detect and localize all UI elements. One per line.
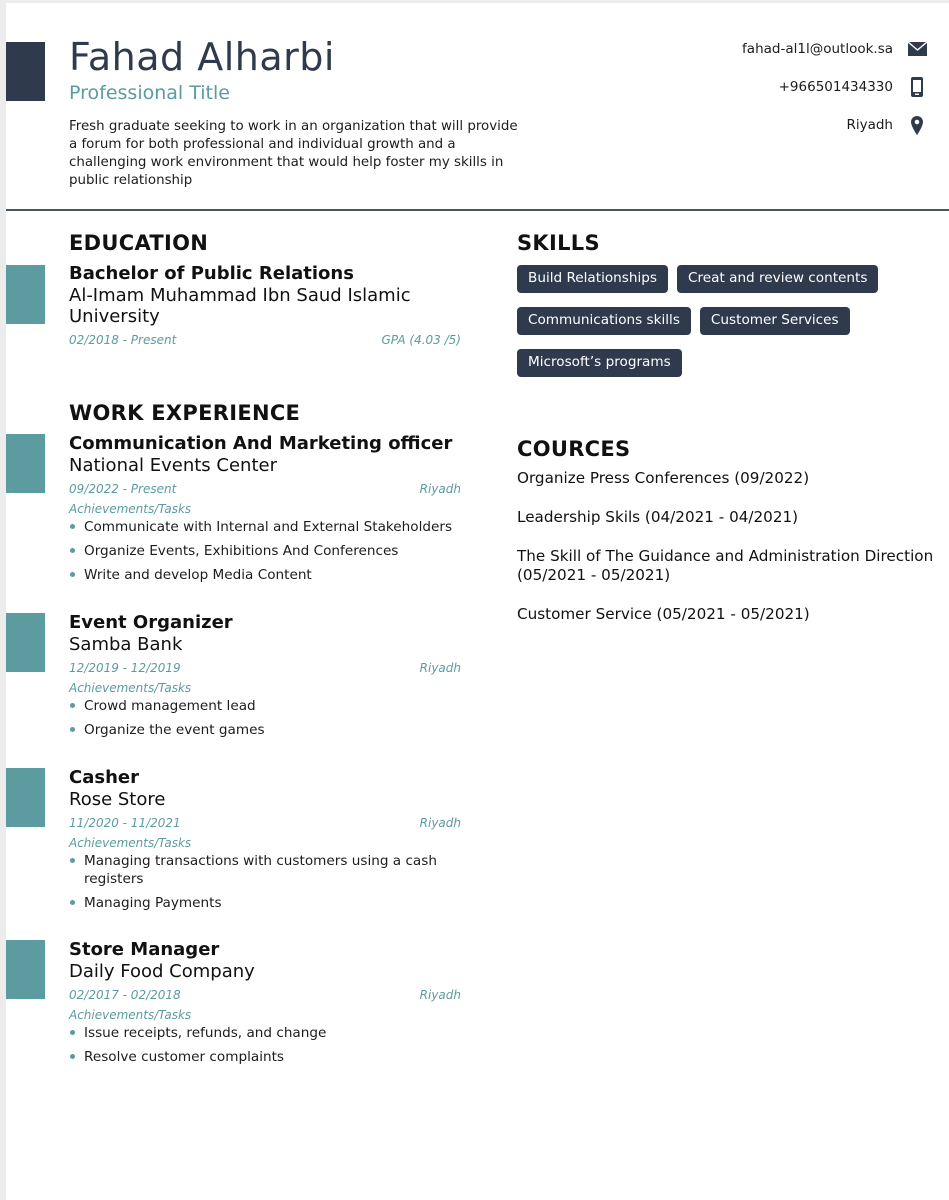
education-gpa: GPA (4.03 /5): [381, 333, 461, 347]
task-text: Issue receipts, refunds, and change: [84, 1025, 327, 1041]
job-meta: [69, 481, 461, 497]
header-accent-bar: [6, 42, 45, 101]
work-accent-bar: [6, 940, 45, 999]
task-text: Write and develop Media Content: [84, 567, 312, 583]
work-entry: [69, 767, 461, 918]
location-text: Riyadh: [846, 117, 893, 133]
course-item: The Skill of The Guidance and Administration Direction (05/2021 - 05/2021): [517, 547, 934, 584]
achievements-label: Achievements/Tasks: [69, 681, 192, 695]
job-dates: 02/2017 - 02/2018: [69, 988, 181, 1002]
work-entry: [69, 612, 461, 745]
job-meta: [69, 660, 461, 676]
bullet-dot: [70, 1054, 75, 1059]
education-entry: [69, 263, 461, 348]
job-role: Communication And Marketing officer: [69, 433, 453, 454]
school: Al-Imam Muhammad Ibn Saud Islamic University: [69, 285, 411, 327]
candidate-name: Fahad Alharbi: [69, 35, 335, 79]
mobile-phone-icon: [907, 77, 927, 97]
task-item: [69, 721, 461, 739]
job-dates: 11/2020 - 11/2021: [69, 816, 181, 830]
skill-tag: Creat and review contents: [677, 265, 878, 293]
job-location: Riyadh: [419, 816, 461, 830]
task-text: Communicate with Internal and External Stakeholders: [84, 519, 453, 535]
skill-tag: Customer Services: [700, 307, 850, 335]
job-meta: [69, 815, 461, 831]
task-item: [69, 894, 461, 912]
job-location: Riyadh: [419, 988, 461, 1002]
work-accent-bar: [6, 768, 45, 827]
task-item: [69, 1024, 461, 1042]
education-meta: [69, 332, 461, 348]
education-accent-bar: [6, 265, 45, 324]
task-text: Crowd management lead: [84, 698, 256, 714]
envelope-icon: [907, 39, 927, 59]
skills-row: [517, 265, 937, 293]
job-company: Daily Food Company: [69, 961, 255, 982]
task-item: [69, 1048, 461, 1066]
task-list: [69, 1024, 461, 1066]
course-item: Organize Press Conferences (09/2022): [517, 469, 810, 487]
task-item: [69, 566, 461, 584]
achievements-label: Achievements/Tasks: [69, 1008, 192, 1022]
job-company: National Events Center: [69, 455, 277, 476]
job-meta: [69, 987, 461, 1003]
contact-location: [846, 115, 927, 135]
skills-heading: SKILLS: [517, 231, 600, 255]
task-text: Managing Payments: [84, 895, 222, 911]
work-accent-bar: [6, 613, 45, 672]
skill-tag: Build Relationships: [517, 265, 668, 293]
task-text: Managing transactions with customers using a cash registers: [84, 853, 437, 887]
skill-tag: Communications skills: [517, 307, 691, 335]
bullet-dot: [70, 858, 75, 863]
work-entry: [69, 433, 461, 590]
task-item: [69, 697, 461, 715]
skills-row: [517, 307, 937, 335]
achievements-label: Achievements/Tasks: [69, 836, 192, 850]
job-location: Riyadh: [419, 661, 461, 675]
phone-text: +966501434330: [778, 79, 893, 95]
task-text: Resolve customer complaints: [84, 1049, 285, 1065]
email-text: fahad-al1l@outlook.sa: [742, 41, 893, 57]
job-company: Samba Bank: [69, 634, 183, 655]
job-role: Casher: [69, 767, 139, 788]
degree: Bachelor of Public Relations: [69, 263, 354, 284]
work-accent-bar: [6, 434, 45, 493]
job-location: Riyadh: [419, 482, 461, 496]
task-item: [69, 852, 461, 888]
job-role: Store Manager: [69, 939, 220, 960]
bullet-dot: [70, 727, 75, 732]
skill-tag: Microsoft’s programs: [517, 349, 682, 377]
courses-heading: COURCES: [517, 437, 631, 461]
job-dates: 09/2022 - Present: [69, 482, 177, 496]
skills-list: [517, 265, 937, 391]
task-list: [69, 518, 461, 584]
contact-email: [742, 39, 927, 59]
skills-row: [517, 349, 937, 377]
contact-phone: [779, 77, 927, 97]
achievements-label: Achievements/Tasks: [69, 502, 192, 516]
bullet-dot: [70, 524, 75, 529]
bullet-dot: [70, 703, 75, 708]
task-list: [69, 697, 461, 739]
education-dates: 02/2018 - Present: [69, 333, 177, 347]
job-role: Event Organizer: [69, 612, 233, 633]
resume-page: [6, 3, 949, 1200]
task-item: [69, 542, 461, 560]
course-item: Leadership Skils (04/2021 - 04/2021): [517, 508, 799, 526]
professional-title: Professional Title: [69, 82, 230, 104]
bullet-dot: [70, 1030, 75, 1035]
education-heading: EDUCATION: [69, 231, 209, 255]
course-item: Customer Service (05/2021 - 05/2021): [517, 605, 810, 623]
job-dates: 12/2019 - 12/2019: [69, 661, 181, 675]
work-experience-heading: WORK EXPERIENCE: [69, 401, 301, 425]
map-pin-icon: [907, 115, 927, 135]
bullet-dot: [70, 900, 75, 905]
work-entry: [69, 939, 461, 1072]
task-list: [69, 852, 461, 912]
task-text: Organize Events, Exhibitions And Conferences: [84, 543, 399, 559]
bullet-dot: [70, 548, 75, 553]
profile-summary: Fresh graduate seeking to work in an organization that will provide a forum for both professional and individual growth and a challenging work environment that would help foster my skills in public relationship: [69, 119, 518, 188]
header-divider: [6, 209, 949, 211]
bullet-dot: [70, 572, 75, 577]
task-text: Organize the event games: [84, 722, 265, 738]
job-company: Rose Store: [69, 789, 166, 810]
task-item: [69, 518, 461, 536]
courses-list: [517, 469, 937, 644]
